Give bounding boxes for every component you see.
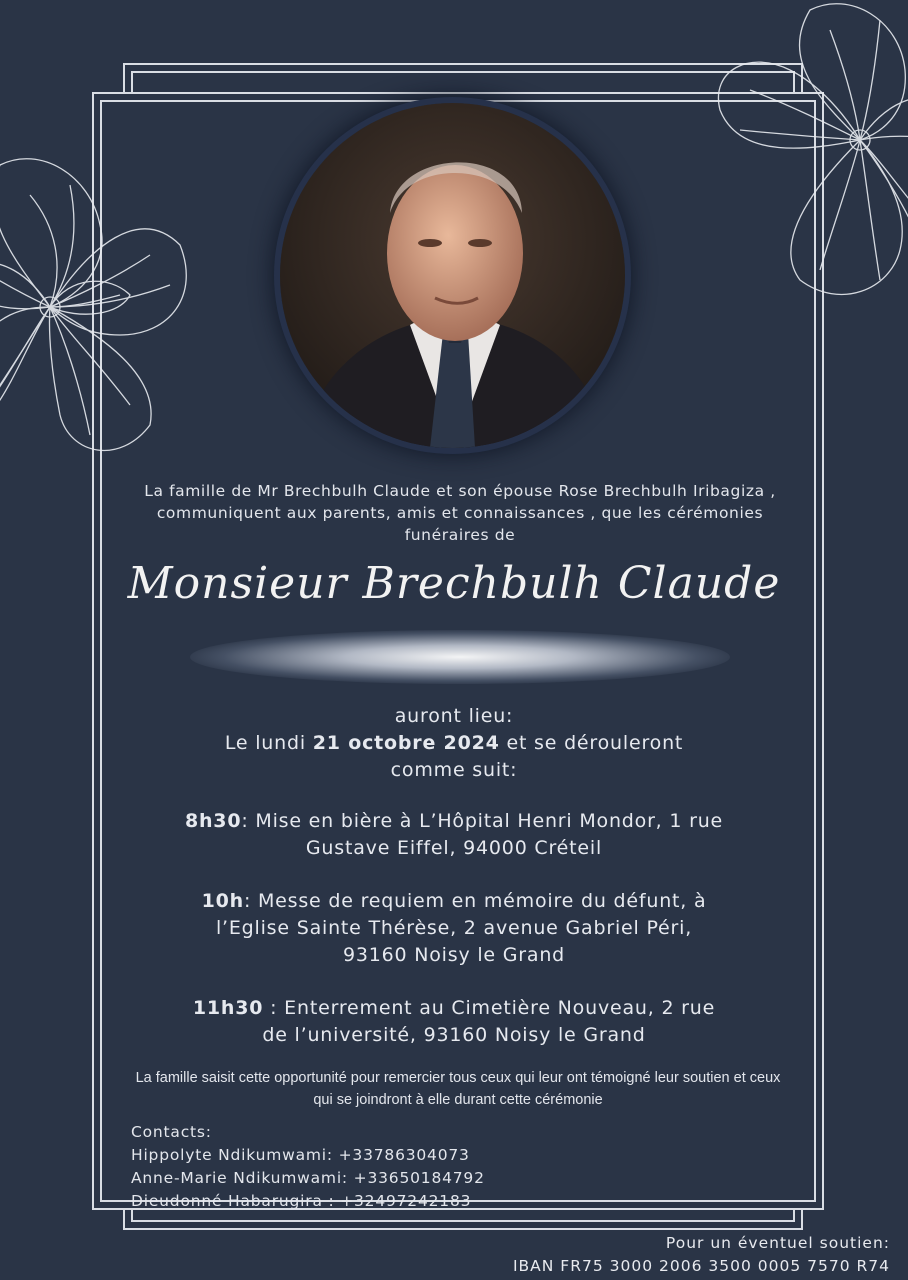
schedule-time: 8h30 xyxy=(184,810,242,832)
schedule-item-2 xyxy=(190,888,718,969)
date-line-2: Le lundi 21 octobre 2024 et se dérouleront xyxy=(224,732,684,754)
date-line-1: auront lieu: xyxy=(394,705,514,727)
deceased-name: Monsieur Brechbulh Claude xyxy=(127,558,781,609)
schedule-time: 11h30 xyxy=(192,997,264,1019)
contact-item: Hippolyte Ndikumwami: +33786304073 xyxy=(131,1146,470,1164)
contact-item: Dieudonné Habarugira : +32497242183 xyxy=(131,1192,472,1210)
ceremony-date: 21 octobre 2024 xyxy=(312,732,500,754)
schedule-item-1 xyxy=(180,808,728,862)
schedule-item-3 xyxy=(190,995,718,1049)
date-block xyxy=(130,703,778,784)
contacts-title: Contacts: xyxy=(131,1123,212,1141)
thanks-text: La famille saisit cette opportunité pour remercier tous ceux qui leur ont témoigné leur soutien et ceux qui se joindront à elle durant cette cérémonie xyxy=(135,1070,781,1108)
schedule-text: : Messe de requiem en mémoire du défunt, à l’Eglise Sainte Thérèse, 2 avenue Gabriel Péri, 93160 Noisy le Grand xyxy=(215,890,707,966)
intro-text: La famille de Mr Brechbulh Claude et son épouse Rose Brechbulh Iribagiza , communiquent aux parents, amis et connaissances , que les cérémonies funéraires de xyxy=(144,482,776,544)
flower-left-icon xyxy=(0,135,210,480)
flower-right-icon xyxy=(700,0,908,310)
schedule-text: : Enterrement au Cimetière Nouveau, 2 rue de l’université, 93160 Noisy le Grand xyxy=(262,997,716,1046)
portrait-photo xyxy=(280,103,625,448)
contacts-block xyxy=(131,1121,485,1213)
date-line-3: comme suit: xyxy=(390,759,518,781)
corner-frame-top-2 xyxy=(131,71,795,93)
support-line: Pour un éventuel soutien: xyxy=(665,1234,890,1252)
schedule-text: : Mise en bière à L’Hôpital Henri Mondor, 1 rue Gustave Eiffel, 94000 Créteil xyxy=(241,810,724,859)
support-block xyxy=(513,1232,890,1278)
light-glow xyxy=(190,630,730,684)
schedule-time: 10h xyxy=(201,890,244,912)
iban-text: IBAN FR75 3000 2006 3500 0005 7570 R74 xyxy=(512,1257,890,1275)
contact-item: Anne-Marie Ndikumwami: +33650184792 xyxy=(131,1169,485,1187)
